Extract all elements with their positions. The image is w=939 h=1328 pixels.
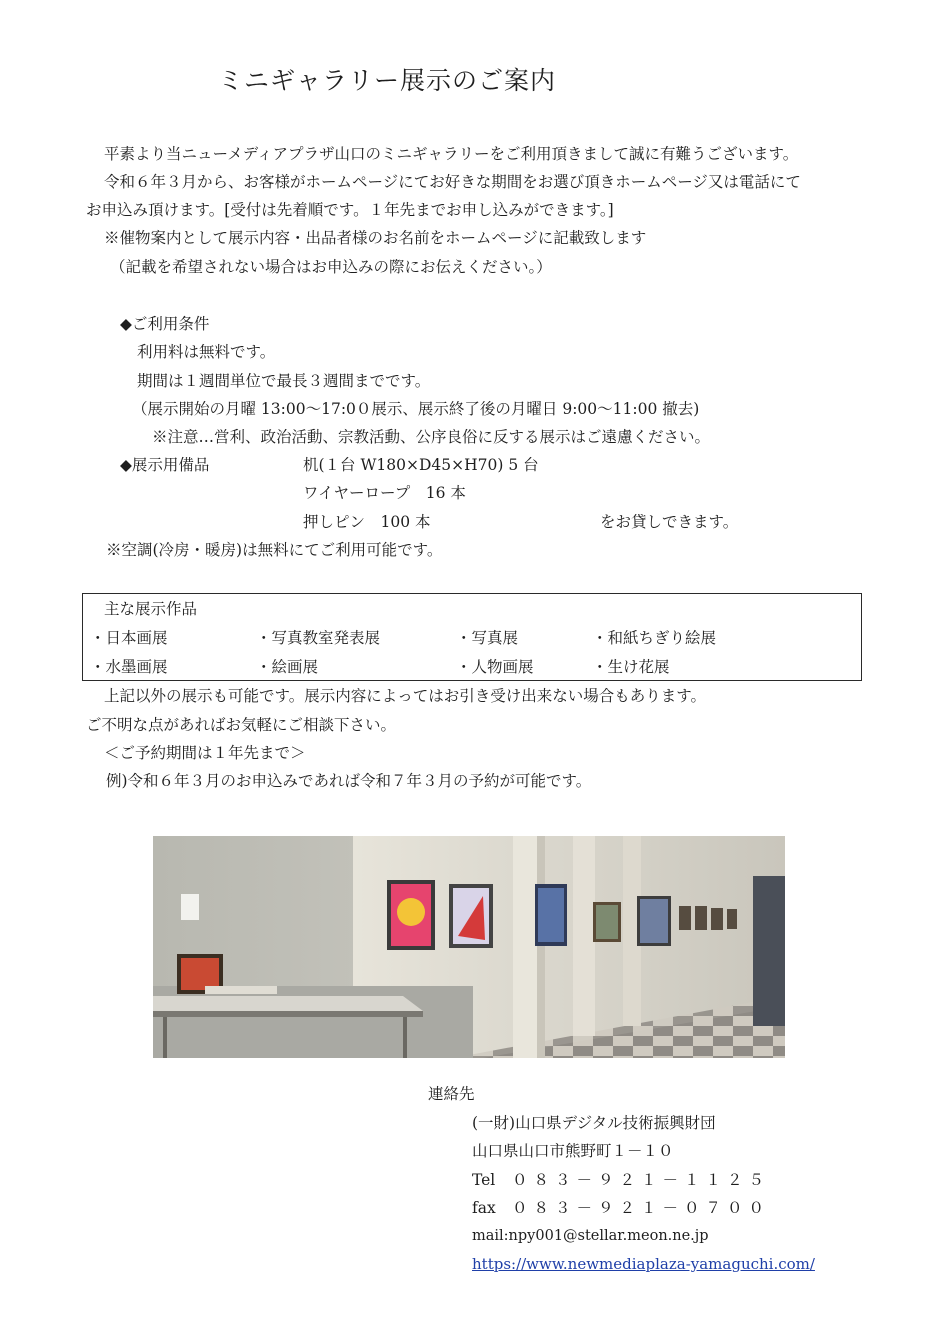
exhibit-item: ・生け花展 xyxy=(592,658,670,676)
equipment-item-wire: ワイヤーロープ 16 本 xyxy=(303,484,466,502)
equipment-heading: ◆展示用備品 xyxy=(120,456,210,474)
exhibit-item: ・人物画展 xyxy=(456,658,534,676)
exhibit-item: ・和紙ちぎり絵展 xyxy=(592,629,717,647)
contact-heading: 連絡先 xyxy=(428,1085,475,1103)
contact-org: (一財)山口県デジタル技術振興財団 xyxy=(472,1114,716,1132)
notes-line-2: ご不明な点があればお気軽にご相談下さい。 xyxy=(86,716,397,734)
page-title: ミニギャラリー展示のご案内 xyxy=(218,66,557,95)
contact-fax-label: fax xyxy=(472,1199,496,1217)
intro-line-4: ※催物案内として展示内容・出品者様のお名前をホームページに記載致します xyxy=(104,229,647,247)
contact-fax: ０８３－９２１－０７００ xyxy=(512,1199,771,1217)
exhibit-item: ・写真教室発表展 xyxy=(256,629,381,647)
aircon-note: ※空調(冷房・暖房)は無料にてご利用可能です。 xyxy=(106,541,443,559)
notes-line-4: 例)令和６年３月のお申込みであれば令和７年３月の予約が可能です。 xyxy=(106,772,592,790)
intro-line-3: お申込み頂けます。[受付は先着順です。１年先までお申し込みができます。] xyxy=(86,201,614,219)
intro-line-1: 平素より当ニューメディアプラザ山口のミニギャラリーをご利用頂きまして誠に有難うございます。 xyxy=(104,145,799,163)
notes-line-3: ＜ご予約期間は１年先まで＞ xyxy=(104,744,306,762)
exhibit-item: ・写真展 xyxy=(456,629,519,647)
contact-tel-label: Tel xyxy=(472,1171,496,1189)
equipment-item-desks: 机(１台 W180×D45×H70) 5 台 xyxy=(303,456,539,474)
website-link[interactable]: https://www.newmediaplaza-yamaguchi.com/ xyxy=(472,1255,815,1273)
notes-line-1: 上記以外の展示も可能です。展示内容によってはお引き受け出来ない場合もあります。 xyxy=(104,687,707,705)
intro-line-5: （記載を希望されない場合はお申込みの際にお伝えください。） xyxy=(110,258,552,276)
conditions-schedule: （展示開始の月曜 13:00～17:0０展示、展示終了後の月曜日 9:00～11:00 撤去) xyxy=(132,400,700,418)
conditions-heading: ◆ご利用条件 xyxy=(120,315,210,333)
conditions-period: 期間は１週間単位で最長３週間までです。 xyxy=(137,372,431,390)
exhibits-heading: 主な展示作品 xyxy=(104,600,198,618)
exhibit-item: ・絵画展 xyxy=(256,658,319,676)
exhibit-item: ・水墨画展 xyxy=(90,658,168,676)
conditions-fee: 利用料は無料です。 xyxy=(137,343,276,361)
intro-line-2: 令和６年３月から、お客様がホームページにてお好きな期間をお選び頂きホームページ又は電話にて xyxy=(104,173,801,191)
equipment-suffix: をお貸しできます。 xyxy=(600,513,739,531)
conditions-notice: ※注意…営利、政治活動、宗教活動、公序良俗に反する展示はご遠慮ください。 xyxy=(152,428,711,446)
contact-mail: mail:npy001@stellar.meon.ne.jp xyxy=(472,1228,709,1244)
gallery-photo xyxy=(153,836,785,1058)
contact-address: 山口県山口市熊野町１－１０ xyxy=(472,1142,674,1160)
exhibit-item: ・日本画展 xyxy=(90,629,168,647)
contact-tel: ０８３－９２１－１１２５ xyxy=(512,1171,771,1189)
equipment-item-pins: 押しピン 100 本 xyxy=(303,513,431,531)
